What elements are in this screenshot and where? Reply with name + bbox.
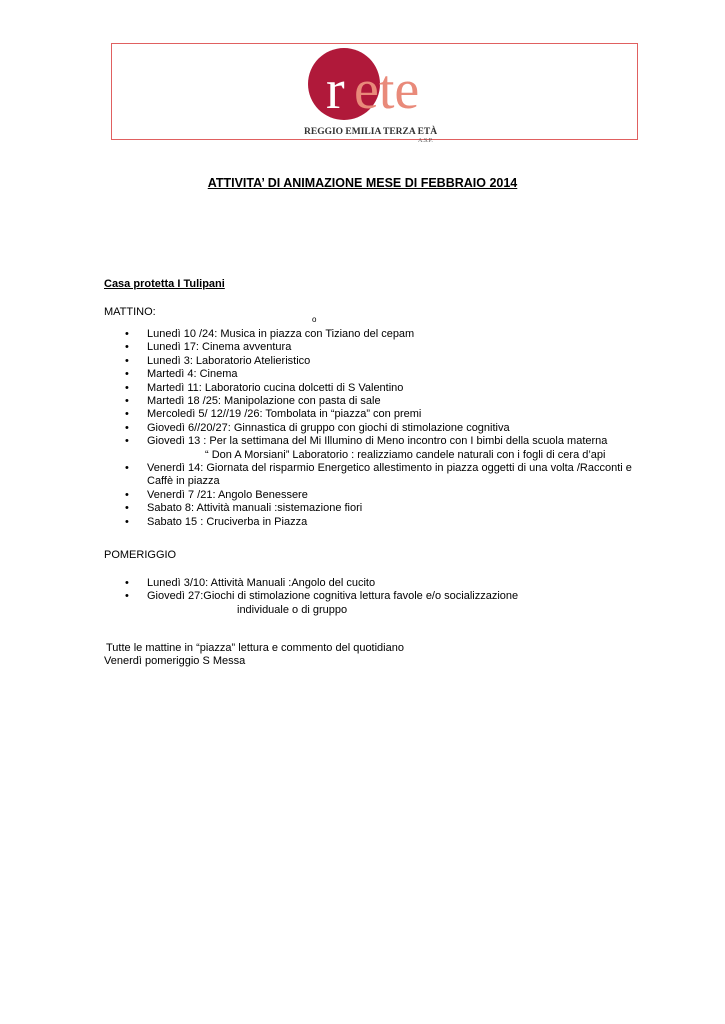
list-item-continuation: individuale o di gruppo <box>237 603 348 616</box>
bullet-icon: • <box>125 515 129 528</box>
list-item: • Martedì 11: Laboratorio cucina dolcetti di S Valentino <box>125 381 404 394</box>
section-title: Casa protetta I Tulipani <box>104 278 225 290</box>
bullet-icon: • <box>125 577 129 589</box>
list-item: • Lunedì 10 /24: Musica in piazza con Tiziano del cepam <box>125 328 415 340</box>
bullet-icon: • <box>125 354 129 367</box>
list-item: • Lunedì 3: Laboratorio Atelieristico <box>125 354 311 367</box>
list-item: • Venerdì 7 /21: Angolo Benessere <box>125 488 308 501</box>
bullet-icon: • <box>125 488 129 501</box>
list-marker-circle: o <box>312 315 317 324</box>
list-item: • Giovedì 27:Giochi di stimolazione cognitiva lettura favole e/o socializzazione individuale o di gruppo <box>104 590 664 617</box>
afternoon-label: POMERIGGIO <box>104 549 177 561</box>
morning-activities-list <box>104 328 664 529</box>
list-item: • Giovedì 6//20/27: Ginnastica di gruppo con giochi di stimolazione cognitiva <box>125 421 510 434</box>
bullet-icon: • <box>125 421 129 434</box>
bullet-icon: • <box>125 502 129 515</box>
bullet-icon: • <box>125 590 129 603</box>
list-item: • Lunedì 17: Cinema avventura <box>125 341 292 354</box>
bullet-icon: • <box>125 408 129 421</box>
footer-line: Tutte le mattine in “piazza” lettura e commento del quotidiano <box>106 642 404 654</box>
list-item-continuation: Caffè in piazza <box>147 475 220 488</box>
footer-line: Venerdì pomeriggio S Messa <box>104 655 246 668</box>
list-item: • Martedì 18 /25: Manipolazione con pasta di sale <box>125 395 381 408</box>
logo-letters-ete: ete <box>354 59 420 121</box>
list-item: • Sabato 8: Attività manuali :sistemazione fiori <box>125 502 363 515</box>
afternoon-activities-list <box>104 577 664 617</box>
bullet-icon: • <box>125 341 129 354</box>
morning-label: MATTINO: <box>104 306 156 318</box>
rete-logo <box>300 46 460 142</box>
list-item: • Mercoledì 5/ 12//19 /26: Tombolata in “piazza” con premi <box>125 408 422 421</box>
logo-letter-r: r <box>326 59 345 121</box>
org-name: REGGIO EMILIA TERZA ETÀ <box>304 127 438 137</box>
bullet-icon: • <box>125 328 129 340</box>
org-suffix: A.S.P. <box>418 138 433 142</box>
list-item-continuation: “ Don A Morsiani” Laboratorio : realizziamo candele naturali con i fogli di cera d’api <box>205 448 606 461</box>
bullet-icon: • <box>125 381 129 394</box>
list-item: • Giovedì 13 : Per la settimana del Mi Illumino di Meno incontro con I bimbi della scuola materna “ Don A Morsiani” Laboratorio : realizziamo candele naturali con i fogli di cera d’api <box>104 435 664 462</box>
list-item: • Venerdì 14: Giornata del risparmio Energetico allestimento in piazza oggetti di una volta /Racconti e Caffè in piazza <box>104 462 664 489</box>
list-item: • Lunedì 3/10: Attività Manuali :Angolo del cucito <box>125 577 376 589</box>
bullet-icon: • <box>125 368 129 381</box>
footer-notes <box>104 642 404 669</box>
bullet-icon: • <box>125 395 129 408</box>
list-item: • Sabato 15 : Cruciverba in Piazza <box>125 515 308 528</box>
bullet-icon: • <box>125 435 129 448</box>
bullet-icon: • <box>125 462 129 475</box>
document-title: ATTIVITA’ DI ANIMAZIONE MESE DI FEBBRAIO 2014 <box>207 176 518 190</box>
list-item: • Martedì 4: Cinema <box>125 368 238 381</box>
